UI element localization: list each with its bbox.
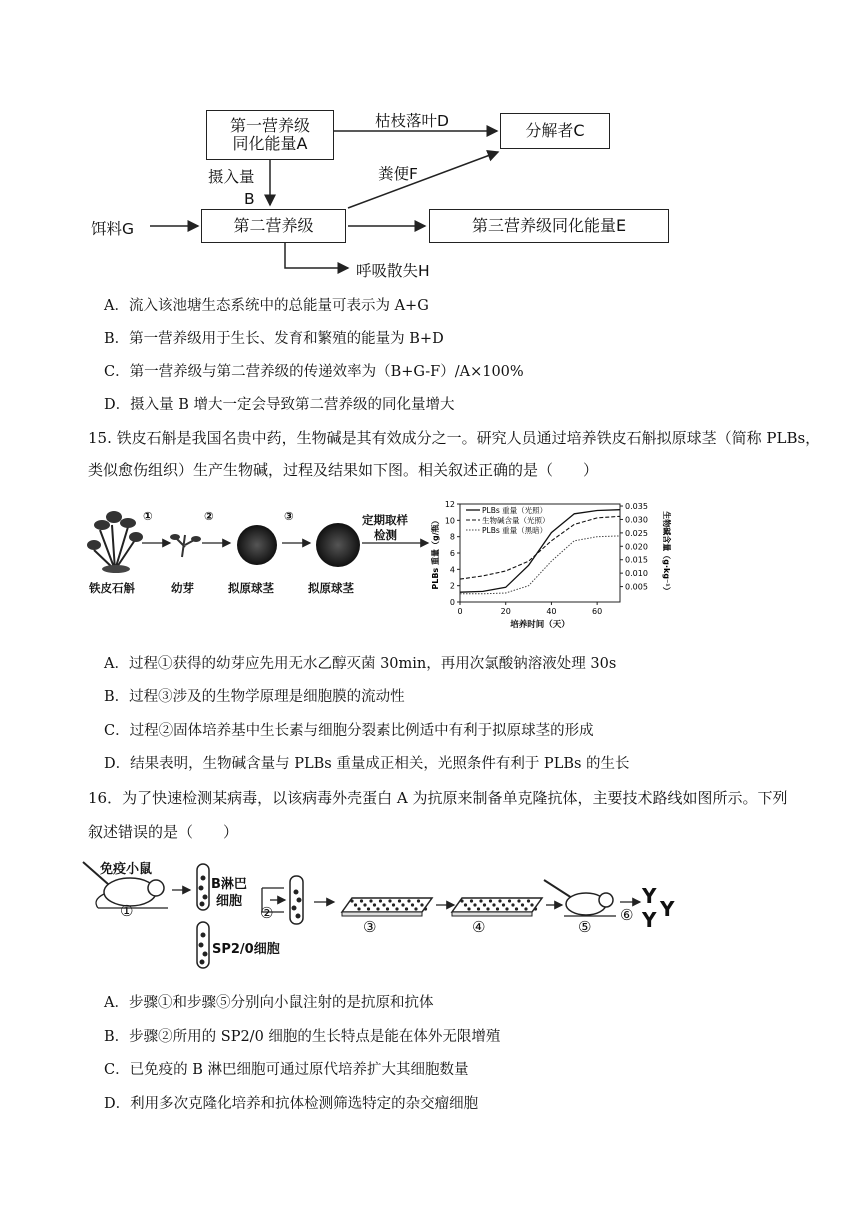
plate-well [473,903,476,906]
antibody-icon: Y [642,908,657,932]
label-plb2: 拟原球茎 [308,581,354,595]
q15-stem-line1: 15. 铁皮石斛是我国名贵中药，生物碱是其有效成分之一。研究人员通过培养铁皮石斛拟原球茎（简称 PLBs， [88,429,821,447]
x-tick-label: 60 [592,607,603,616]
plate-well [460,899,463,902]
sample-label-1: 定期取样 [362,513,408,527]
y-left-tick-label: 2 [449,581,455,591]
x-tick-label: 20 [500,607,511,616]
y-left-axis-label: PLBs 重量（g/瓶） [431,516,440,590]
litter-label: 枯枝落叶D [375,112,449,130]
level3-box: 第三营养级同化能量E [429,209,669,243]
y-right-tick-label: 0.005 [625,582,648,592]
plate-well [511,903,514,906]
y-left-tick-label: 0 [449,598,455,607]
plate-well [508,899,511,902]
y-right-tick-label: 0.015 [625,555,648,565]
plate-well [407,899,410,902]
legend-label-2: 生物碱含量（光照） [482,516,550,525]
respiration-label: 呼吸散失H [356,262,430,280]
q14-option-a: A．流入该池塘生态系统中的总能量可表示为 A+G [104,298,429,314]
plate-well [420,903,423,906]
step-1: ① [143,509,153,523]
plate-well [392,903,395,906]
y-right-tick-label: 0.030 [625,515,648,525]
plate-well [373,903,376,906]
q16-option-a: A．步骤①和步骤⑤分别向小鼠注射的是抗原和抗体 [104,995,434,1011]
intake-label: 摄入量 [208,168,255,186]
plate-well [534,907,537,910]
sp-cell-label: SP2/0细胞 [212,942,280,957]
plate-well [367,907,370,910]
mouse-icon [544,880,616,916]
plate-well [527,899,530,902]
q15-option-b: B．过程③涉及的生物学原理是细胞膜的流动性 [104,689,405,705]
step-2: ② [204,509,214,523]
y-left-tick-label: 4 [449,565,455,575]
step-4: ④ [472,918,486,936]
y-left-tick-label: 8 [449,532,455,542]
decomposer-box: 分解者C [500,113,610,149]
plb-cluster-icon [237,525,277,565]
step-2: ② [260,904,274,922]
plate-well [424,907,427,910]
feed-label: 饵料G [91,220,135,238]
plate-well [517,899,520,902]
y-right-axis-label: 生物碱含量（g·kg⁻¹） [662,511,671,595]
antibody-icon: Y [660,897,675,921]
plate-well [496,907,499,910]
y-right-tick-label: 0.025 [625,528,648,538]
plate-well [502,903,505,906]
plate-well [505,907,508,910]
q15-option-c: C．过程②固体培养基中生长素与细胞分裂素比例适中有利于拟原球茎的形成 [104,723,594,739]
q16-option-b: B．步骤②所用的 SP2/0 细胞的生长特点是能在体外无限增殖 [104,1029,501,1045]
q16-stem-line2: 叙述错误的是（ ） [88,823,239,841]
antibody-icon: Y [642,884,657,908]
q16-stem-line1: 16．为了快速检测某病毒，以该病毒外壳蛋白 A 为抗原来制备单克隆抗体，主要技术路线如图所示。下列 [88,789,788,807]
plate-well [483,903,486,906]
plate-well [357,907,360,910]
plate-well [467,907,470,910]
y-left-tick-label: 6 [449,549,455,558]
x-axis-label: 培养时间（天） [510,620,570,630]
q14-option-b: B．第一营养级用于生长、发育和繁殖的能量为 B+D [104,331,444,347]
plate-well [530,903,533,906]
step-6: ⑥ [620,906,634,924]
b-label: B [244,190,255,208]
q16-option-c: C．已免疫的 B 淋巴细胞可通过原代培养扩大其细胞数量 [104,1062,469,1078]
plate-well [405,907,408,910]
x-tick-label: 40 [546,607,557,616]
plate-well [376,907,379,910]
plate-well [360,899,363,902]
plate-well [515,907,518,910]
label-plb1: 拟原球茎 [228,581,274,595]
plate-well [486,907,489,910]
plate-well [411,903,414,906]
legend-label-3: PLBs 重量（黑暗） [482,526,548,535]
plate-well [524,907,527,910]
plate-well [417,899,420,902]
q14-option-c: C．第一营养级与第二营养级的传递效率为（B+G-F）/A×100% [104,364,524,380]
level1-box [206,110,334,160]
sample-label-2: 检测 [374,528,397,542]
feces-label: 粪便F [378,165,418,183]
plate-well [414,907,417,910]
q15-option-a: A．过程①获得的幼芽应先用无水乙醇灭菌 30min，再用次氯酸钠溶液处理 30s [104,656,617,672]
q15-stem-line2: 类似愈伤组织）生产生物碱，过程及结果如下图。相关叙述正确的是（ ） [88,461,599,479]
plate-well [388,899,391,902]
level1-line1: 第一营养级 [229,115,310,135]
immune-mouse-label: 免疫小鼠 [100,862,153,877]
plate-well [477,907,480,910]
y-right-tick-label: 0.010 [625,569,648,579]
plant-icon [87,511,143,573]
plate-well [382,903,385,906]
x-tick-label: 0 [457,607,463,616]
plb-chart [430,492,675,637]
plate-well [386,907,389,910]
y-left-tick-label: 12 [444,500,455,509]
legend-label-1: PLBs 重量（光照） [482,506,548,515]
level1-line2: 同化能量A [232,134,308,153]
plate-well [395,907,398,910]
bcell-label-1: B淋巴 [211,877,247,892]
q14-option-d: D．摄入量 B 增大一定会导致第二营养级的同化量增大 [104,397,455,413]
q16-process-illustration [80,850,700,980]
step-3: ③ [284,509,294,523]
y-right-tick-label: 0.020 [625,542,648,552]
plate-well [354,903,357,906]
plate-well [379,899,382,902]
series-line-3 [460,536,620,594]
plate-well [470,899,473,902]
bud-icon [170,534,201,557]
y-right-tick-label: 0.035 [625,502,648,512]
bcell-label-2: 细胞 [216,894,243,909]
plate-well [521,903,524,906]
plate-well [498,899,501,902]
label-plant: 铁皮石斛 [89,581,135,595]
level2-box: 第二营养级 [201,209,346,243]
step-5: ⑤ [578,918,592,936]
q16-option-d: D．利用多次克隆化培养和抗体检测筛选特定的杂交瘤细胞 [104,1096,479,1112]
step-1: ① [120,902,134,920]
plate-well [350,899,353,902]
label-bud: 幼芽 [171,581,194,595]
plate-well [401,903,404,906]
y-left-tick-label: 10 [444,516,455,526]
q15-option-d: D．结果表明，生物碱含量与 PLBs 重量成正相关，光照条件有利于 PLBs 的生长 [104,756,630,772]
plate-well [369,899,372,902]
plb-cluster-icon [316,523,360,567]
plate-well [363,903,366,906]
plate-well [464,903,467,906]
plate-well [398,899,401,902]
energy-flow-arrows [0,0,860,290]
step-3: ③ [363,918,377,936]
plate-well [479,899,482,902]
plate-well [492,903,495,906]
plate-well [489,899,492,902]
